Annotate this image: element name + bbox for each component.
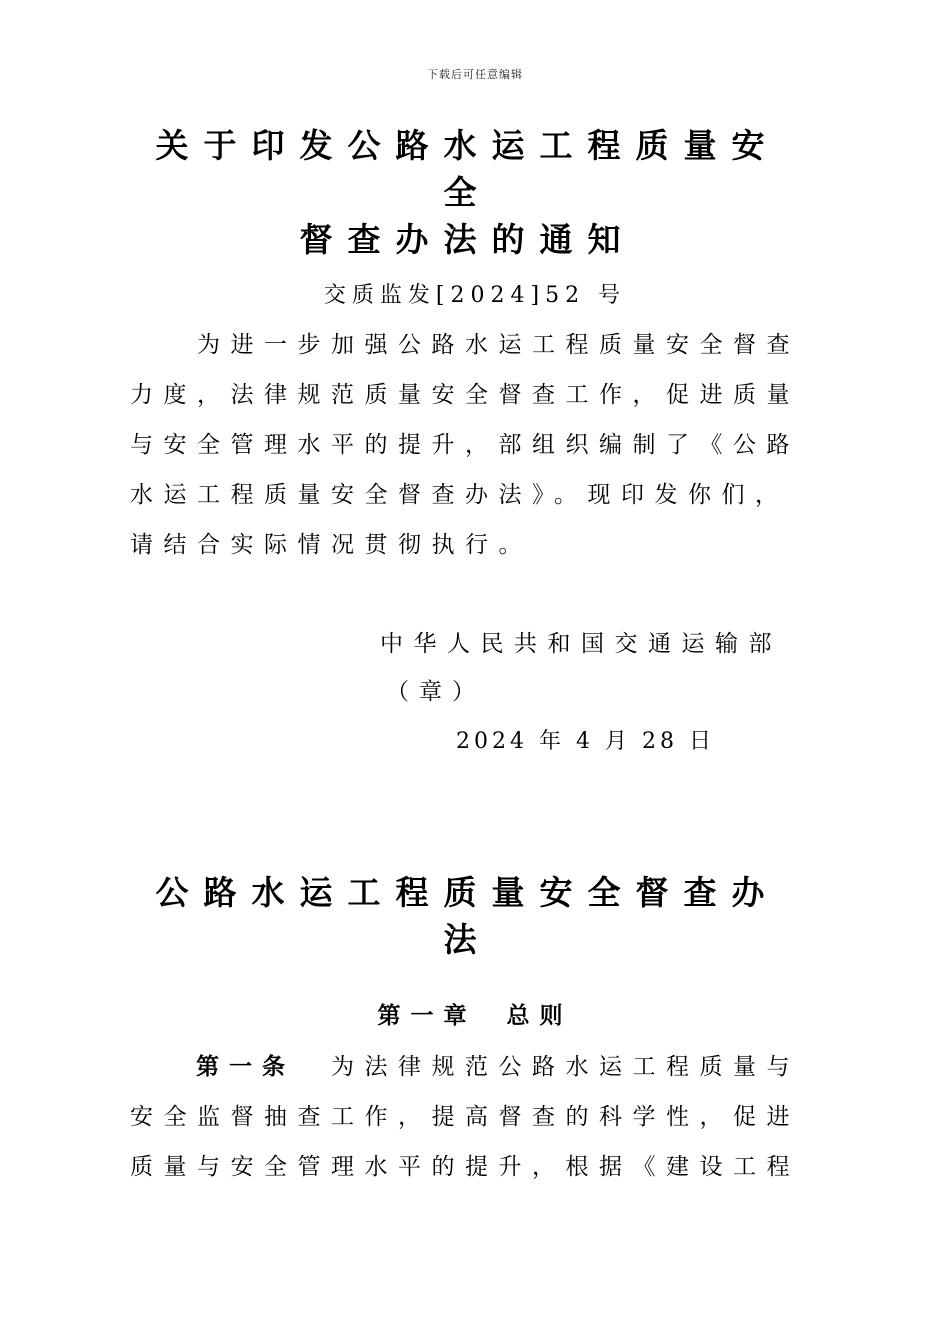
notice-body-line: 水运工程质量安全督查办法》。现印发你们， — [130, 482, 789, 508]
signature-date: 2024 年 4 月 28 日 — [456, 729, 715, 754]
signature-seal: （章） — [386, 679, 485, 705]
article-line: 质量与安全管理水平的提升，根据《建设工程 — [130, 1154, 800, 1180]
chapter-title: 总则 — [506, 1003, 573, 1029]
chapter-heading — [0, 996, 950, 1036]
notice-title-line: 关于印发公路水运工程质量安 — [155, 126, 780, 165]
notice-body-line: 为进一步加强公路水运工程质量安全督查 — [130, 332, 800, 358]
chapter-number: 第一章 — [377, 1003, 477, 1029]
notice-title-line: 督查办法的通知 — [299, 220, 636, 259]
notice-body-line: 力度，法律规范质量安全督查工作，促进质量 — [130, 382, 800, 408]
article-text: 为法律规范公路水运工程质量与 — [331, 1054, 800, 1080]
header-note: 下载后可任意编辑 — [427, 68, 523, 81]
notice-body-line: 与安全管理水平的提升，部组织编制了《公路 — [130, 432, 800, 458]
regulation-title-line: 公路水运工程质量安全督查办 — [155, 873, 780, 912]
regulation-title-line: 法 — [443, 920, 492, 959]
signature-organization: 中华人民共和国交通运输部 — [380, 631, 782, 657]
article-first-line — [130, 1042, 805, 1092]
article-line: 安全监督抽查工作，提高督查的科学性，促进 — [130, 1104, 800, 1130]
article-body — [130, 1042, 805, 1192]
notice-title-line: 全 — [443, 173, 492, 212]
regulation-title — [130, 869, 805, 963]
document-number: 交质监发[2024]52 号 — [323, 283, 627, 308]
notice-title — [130, 122, 805, 263]
notice-body-line: 请结合实际情况贯彻执行。 — [130, 532, 532, 558]
article-label: 第一条 — [196, 1054, 295, 1080]
notice-body — [130, 320, 805, 570]
